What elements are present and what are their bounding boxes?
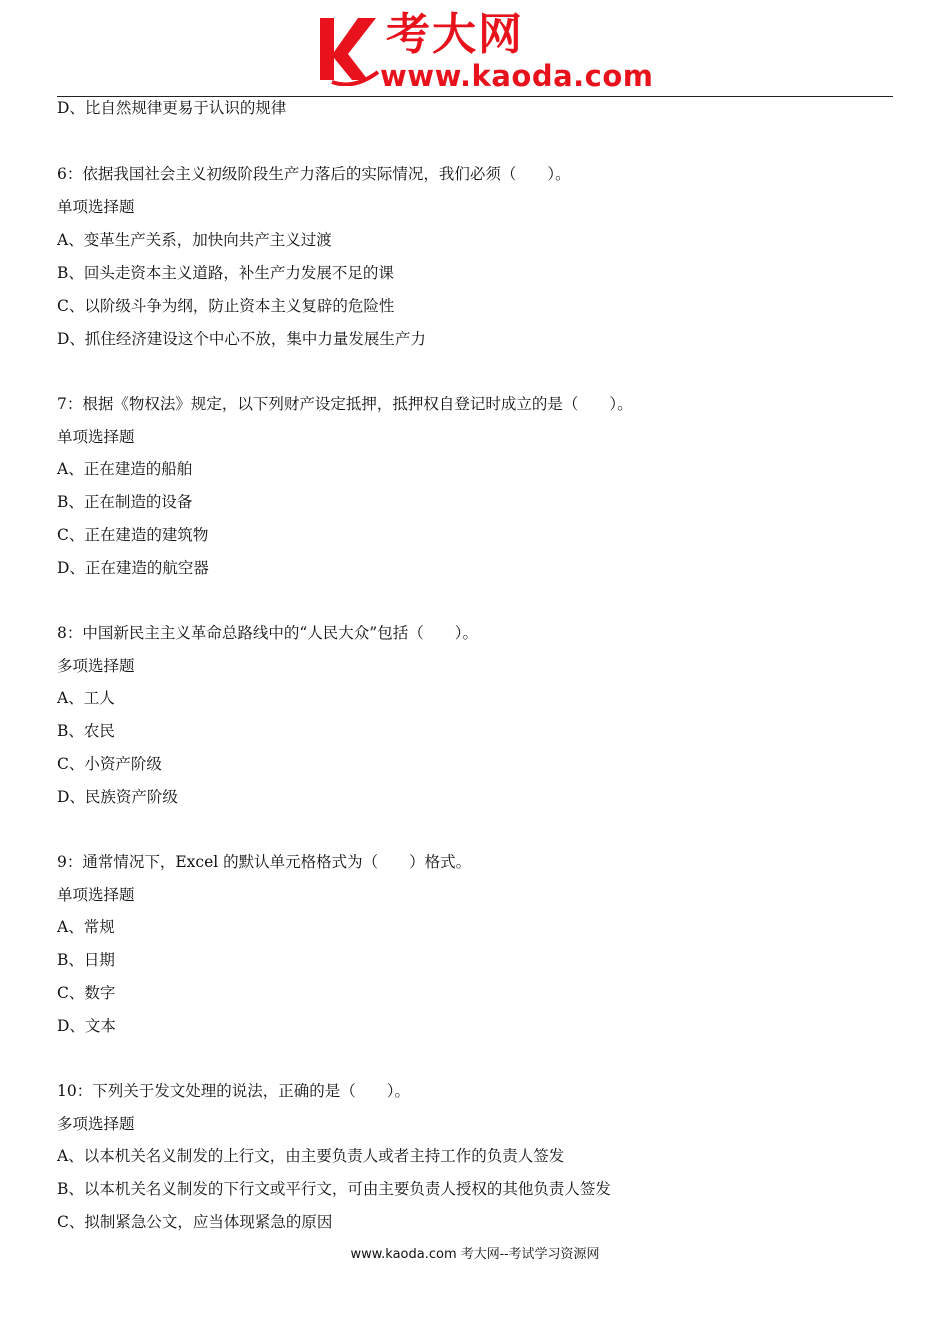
option-line: C、数字 xyxy=(57,984,116,1002)
question-stem: 6：依据我国社会主义初级阶段生产力落后的实际情况，我们必须（ ）。 xyxy=(57,165,571,183)
option-line: B、日期 xyxy=(57,951,115,969)
option-line: C、以阶级斗争为纲，防止资本主义复辟的危险性 xyxy=(57,297,395,315)
option-line: B、农民 xyxy=(57,722,115,740)
option-line: A、工人 xyxy=(57,689,115,707)
question-type: 多项选择题 xyxy=(57,657,135,675)
option-line: C、正在建造的建筑物 xyxy=(57,526,209,544)
kaoda-logo xyxy=(318,9,654,93)
option-line: D、比自然规律更易于认识的规律 xyxy=(57,99,287,117)
page-footer xyxy=(0,1246,950,1264)
option-line: D、民族资产阶级 xyxy=(57,788,178,806)
question-type: 单项选择题 xyxy=(57,886,135,904)
option-line: C、小资产阶级 xyxy=(57,755,162,773)
option-line: D、抓住经济建设这个中心不放，集中力量发展生产力 xyxy=(57,330,426,348)
footer-url: www.kaoda.com xyxy=(350,1247,457,1262)
option-line: D、文本 xyxy=(57,1017,116,1035)
question-stem: 7：根据《物权法》规定，以下列财产设定抵押，抵押权自登记时成立的是（ ）。 xyxy=(57,395,633,413)
option-line: A、以本机关名义制发的上行文，由主要负责人或者主持工作的负责人签发 xyxy=(57,1147,565,1165)
question-type: 单项选择题 xyxy=(57,198,135,216)
question-type: 多项选择题 xyxy=(57,1115,135,1133)
logo-chinese-text: 考大网 xyxy=(386,9,524,60)
option-line: A、常规 xyxy=(57,918,115,936)
logo-url-text: www.kaoda.com xyxy=(380,59,654,93)
option-line: B、回头走资本主义道路，补生产力发展不足的课 xyxy=(57,264,394,282)
question-type: 单项选择题 xyxy=(57,428,135,446)
option-line: A、变革生产关系，加快向共产主义过渡 xyxy=(57,231,332,249)
footer-text: 考大网--考试学习资源网 xyxy=(456,1247,600,1262)
header-divider xyxy=(57,96,893,97)
option-line: B、以本机关名义制发的下行文或平行文，可由主要负责人授权的其他负责人签发 xyxy=(57,1180,611,1198)
k-logo-icon xyxy=(318,14,380,86)
option-line: D、正在建造的航空器 xyxy=(57,559,209,577)
question-stem: 9：通常情况下，Excel 的默认单元格格式为（ ）格式。 xyxy=(57,853,472,871)
question-stem: 10：下列关于发文处理的说法，正确的是（ ）。 xyxy=(57,1082,410,1100)
option-line: C、拟制紧急公文，应当体现紧急的原因 xyxy=(57,1213,333,1231)
option-line: B、正在制造的设备 xyxy=(57,493,193,511)
option-line: A、正在建造的船舶 xyxy=(57,460,193,478)
question-stem: 8：中国新民主主义革命总路线中的“人民大众”包括（ ）。 xyxy=(57,624,478,642)
